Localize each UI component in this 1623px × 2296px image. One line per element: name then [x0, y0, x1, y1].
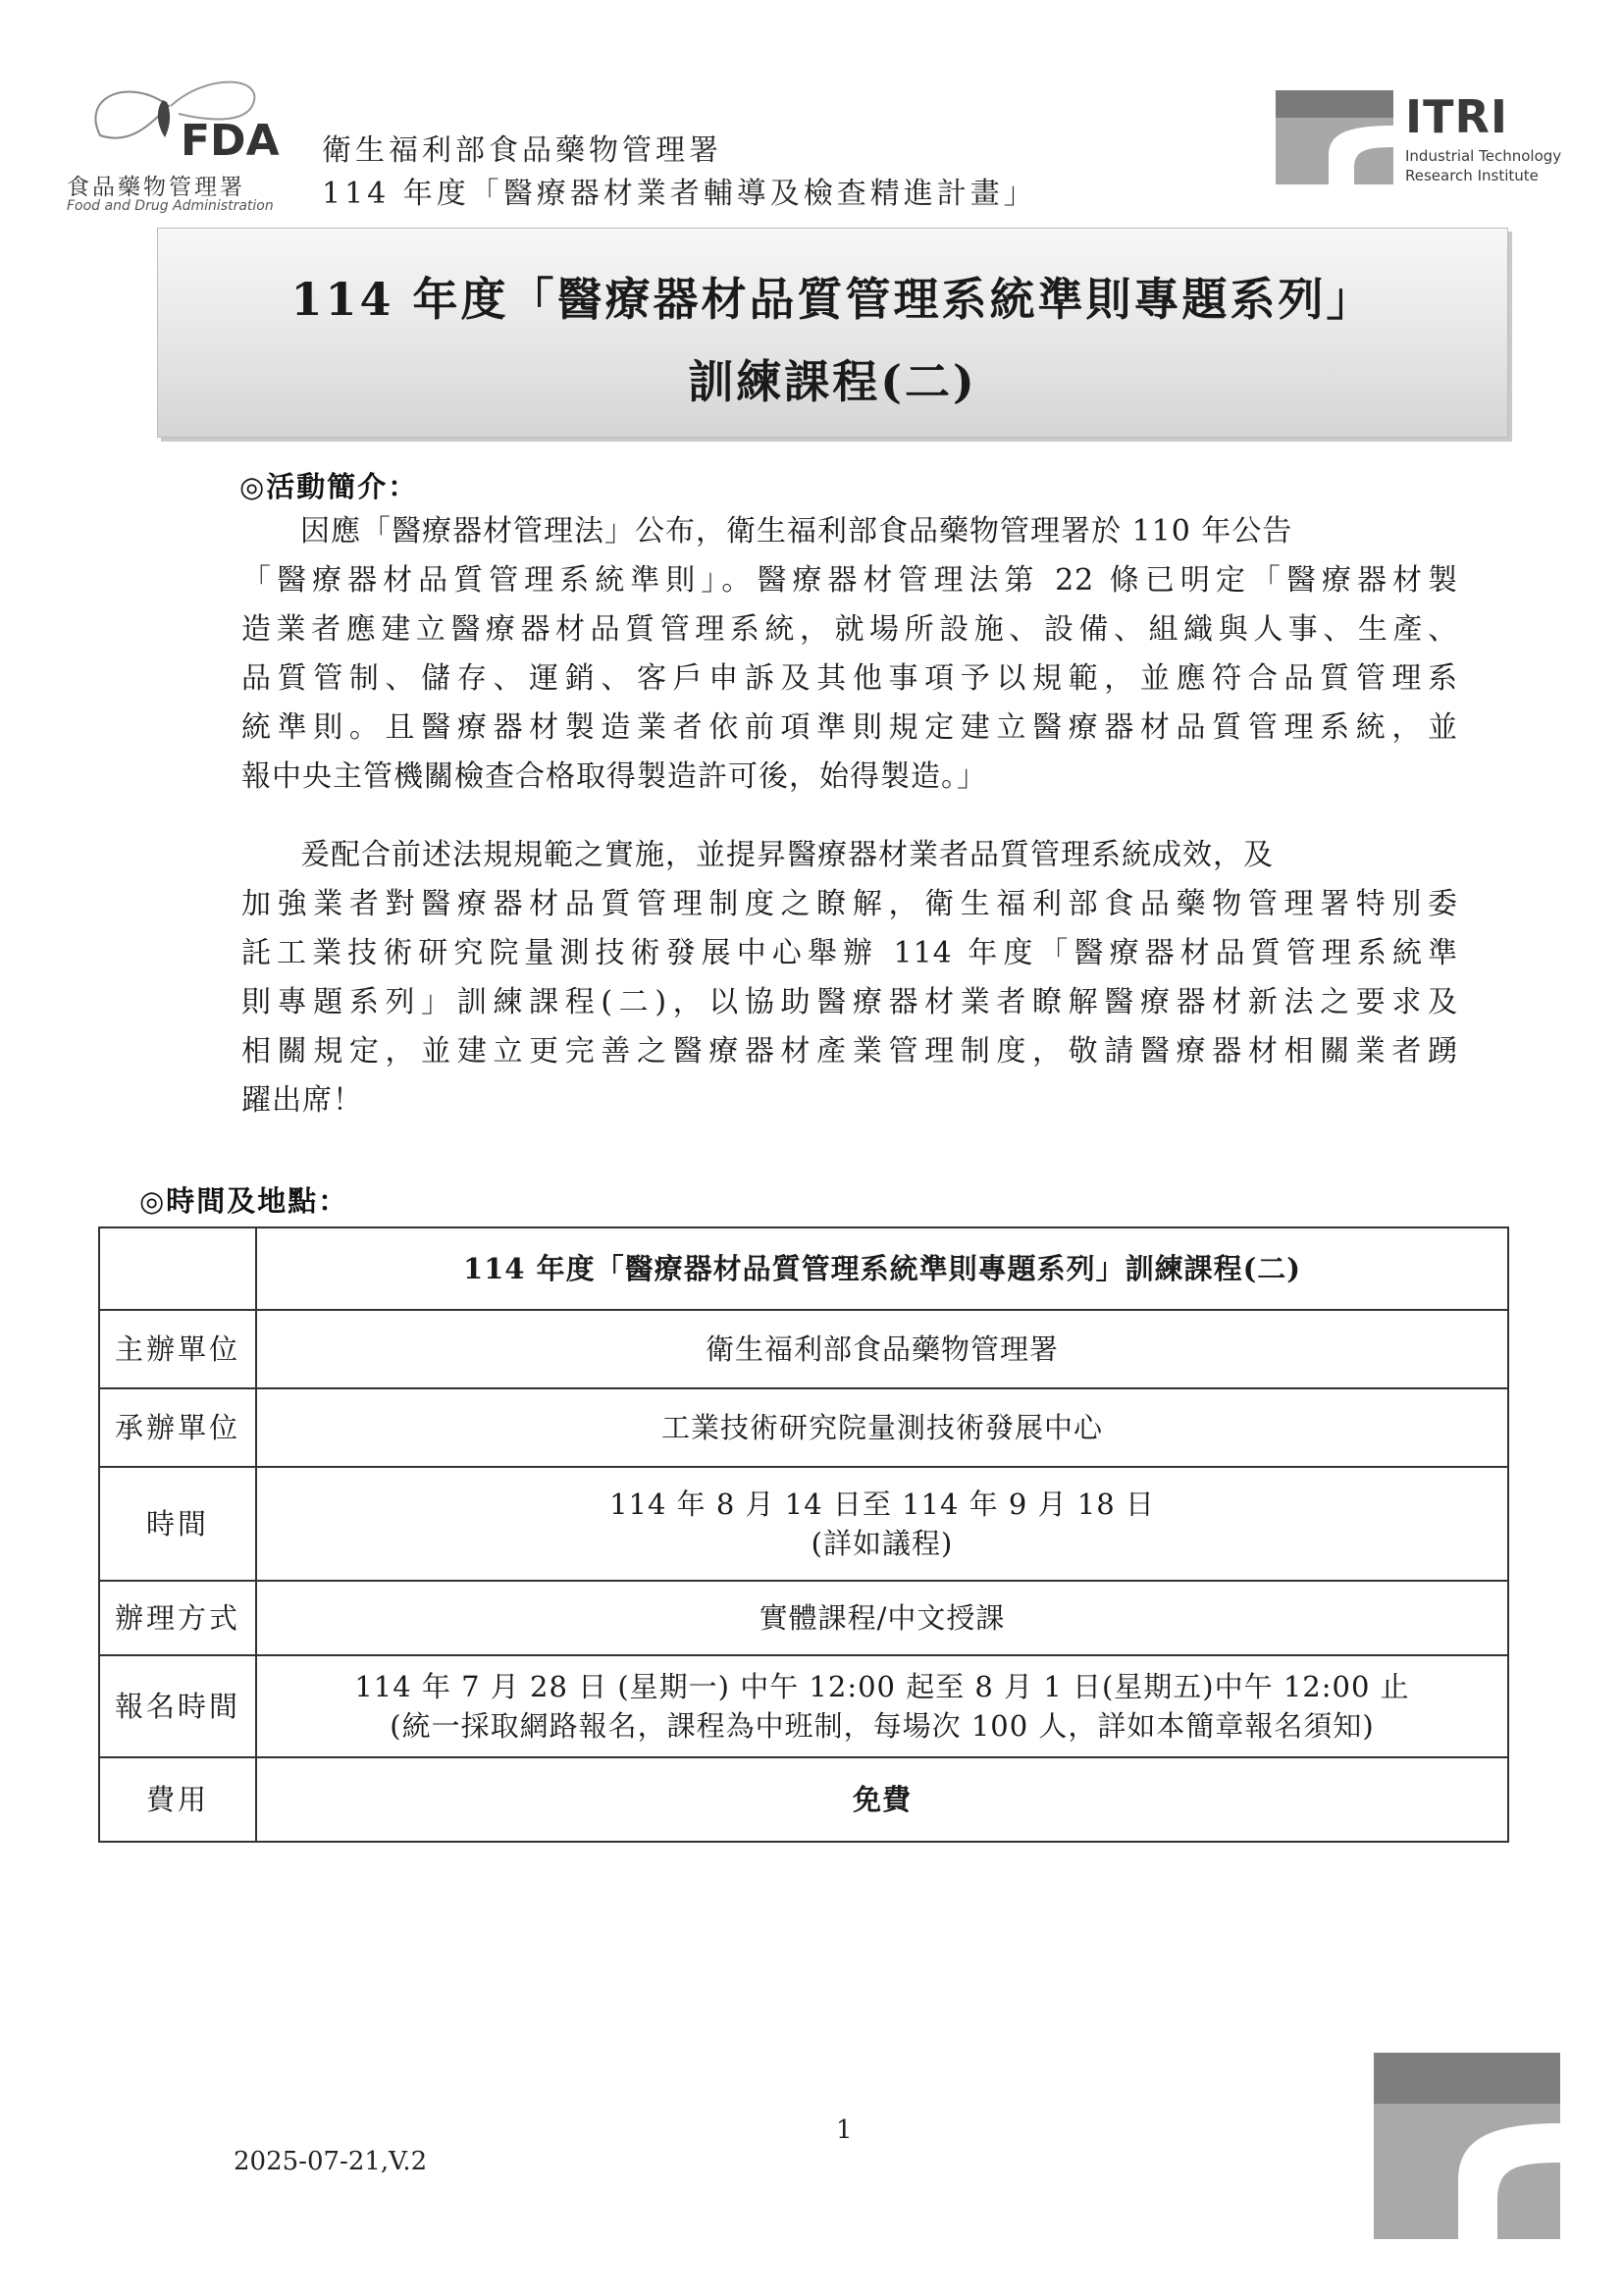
paragraph-line: 造業者應建立醫療器材品質管理系統，就場所設施、設備、組織與人事、生產、 — [241, 612, 1458, 647]
itri-subtitle-2: Research Institute — [1405, 167, 1539, 184]
row-label: 主辦單位 — [99, 1310, 256, 1388]
paragraph-line: 「醫療器材品質管理系統準則」。醫療器材管理法第 22 條已明定「醫療器材製 — [241, 563, 1458, 598]
document-version: 2025-07-21,V.2 — [234, 2147, 428, 2176]
table-row — [99, 1227, 1508, 1310]
itri-subtitle-1: Industrial Technology — [1405, 147, 1562, 165]
page-number: 1 — [836, 2115, 853, 2145]
title-line-1: 114 年度「醫療器材品質管理系統準則專題系列」 — [290, 273, 1375, 326]
fda-logo — [61, 67, 296, 214]
intro-heading: ◎活動簡介： — [239, 470, 419, 503]
paragraph-line: 爰配合前述法規規範之實施，並提昇醫療器材業者品質管理系統成效，及 — [300, 838, 1274, 872]
table-cell-empty — [99, 1227, 256, 1310]
schedule-heading: ◎時間及地點： — [139, 1184, 349, 1218]
row-label: 承辦單位 — [99, 1388, 256, 1467]
header-project-name: 114 年度「醫療器材業者輔導及檢查精進計畫」 — [322, 177, 1037, 211]
row-label: 辦理方式 — [99, 1581, 256, 1655]
paragraph-line: 躍出席！ — [241, 1083, 363, 1118]
row-value — [256, 1655, 1508, 1757]
table-row — [99, 1310, 1508, 1388]
itri-mark-footer-icon — [1374, 2053, 1560, 2239]
itri-mark-icon — [1276, 90, 1393, 184]
fda-name-en: Food and Drug Administration — [67, 198, 274, 214]
fda-wordmark: FDA — [181, 116, 280, 166]
paragraph-line: 因應「醫療器材管理法」公布，衛生福利部食品藥物管理署於 110 年公告 — [300, 514, 1293, 548]
header-org-name: 衛生福利部食品藥物管理署 — [322, 133, 722, 168]
fda-name-zh: 食品藥物管理署 — [67, 175, 245, 200]
row-value-line-2: (詳如議程) — [811, 1527, 954, 1560]
row-value: 工業技術研究院量測技術發展中心 — [256, 1388, 1508, 1467]
row-label: 報名時間 — [99, 1655, 256, 1757]
title-line-2: 訓練課程(二) — [688, 355, 977, 408]
row-value: 實體課程/中文授課 — [256, 1581, 1508, 1655]
table-row — [99, 1655, 1508, 1757]
row-value: 免費 — [256, 1757, 1508, 1842]
row-value — [256, 1467, 1508, 1581]
paragraph-line: 加強業者對醫療器材品質管理制度之瞭解，衛生福利部食品藥物管理署特別委 — [241, 887, 1458, 921]
row-value-line-1: 114 年 7 月 28 日 (星期一) 中午 12:00 起至 8 月 1 日(星期五)中午 12:00 止 — [354, 1670, 1410, 1703]
table-row — [99, 1757, 1508, 1842]
paragraph-line: 報中央主管機關檢查合格取得製造許可後，始得製造。」 — [241, 759, 987, 794]
itri-logo — [1276, 90, 1590, 188]
row-value-line-2: (統一採取網路報名，課程為中班制，每場次 100 人，詳如本簡章報名須知) — [390, 1709, 1375, 1743]
table-row — [99, 1467, 1508, 1581]
itri-wordmark: ITRI — [1405, 90, 1509, 143]
paragraph-line: 統準則。且醫療器材製造業者依前項準則規定建立醫療器材品質管理系統，並 — [241, 710, 1458, 745]
table-row — [99, 1581, 1508, 1655]
table-title: 114 年度「醫療器材品質管理系統準則專題系列」訓練課程(二) — [256, 1227, 1508, 1310]
row-label: 費用 — [99, 1757, 256, 1842]
row-value-line-1: 114 年 8 月 14 日至 114 年 9 月 18 日 — [609, 1487, 1155, 1521]
paragraph-line: 品質管制、儲存、運銷、客戶申訴及其他事項予以規範，並應符合品質管理系 — [241, 661, 1458, 696]
paragraph-line: 相關規定，並建立更完善之醫療器材產業管理制度，敬請醫療器材相關業者踴 — [241, 1034, 1458, 1069]
paragraph-line: 則專題系列」訓練課程(二)，以協助醫療器材業者瞭解醫療器材新法之要求及 — [241, 985, 1458, 1019]
title-banner — [157, 228, 1508, 438]
table-row — [99, 1388, 1508, 1467]
paragraph-line: 託工業技術研究院量測技術發展中心舉辦 114 年度「醫療器材品質管理系統準 — [241, 936, 1458, 970]
schedule-table — [98, 1226, 1509, 1843]
row-label: 時間 — [99, 1467, 256, 1581]
row-value: 衛生福利部食品藥物管理署 — [256, 1310, 1508, 1388]
